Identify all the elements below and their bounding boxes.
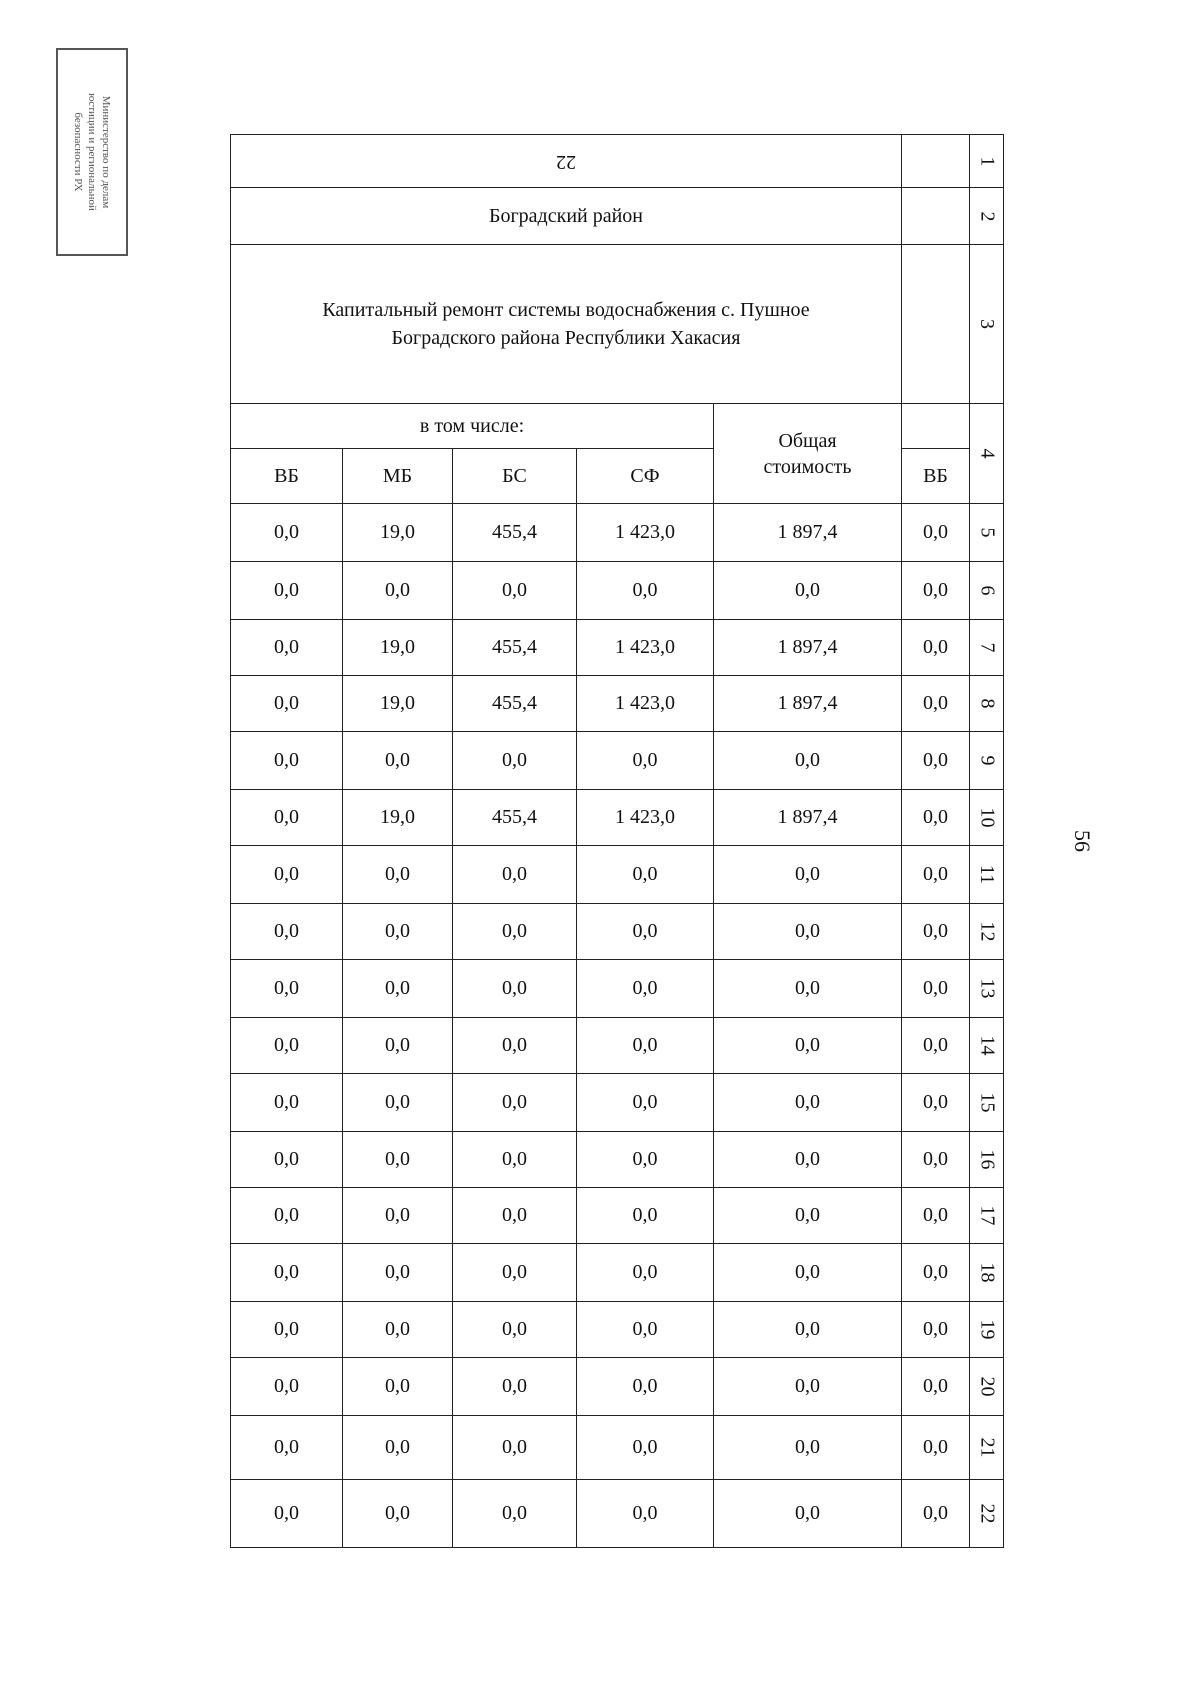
cell-vb: 0,0 <box>231 846 343 904</box>
cell-sf: 0,0 <box>577 1358 714 1416</box>
cell-vb2: 0,0 <box>902 1074 970 1132</box>
table-row <box>231 245 1004 404</box>
row-number-cell <box>970 1132 1004 1188</box>
cell-vb2: 0,0 <box>902 846 970 904</box>
row1-value-cell <box>231 135 902 188</box>
cell-mb: 19,0 <box>343 620 453 676</box>
empty-cell <box>902 135 970 188</box>
cell-vb2: 0,0 <box>902 1132 970 1188</box>
table-row <box>231 562 1004 620</box>
cell-bs: 0,0 <box>453 904 577 960</box>
row-number: 18 <box>976 1262 998 1283</box>
cell-total: 1 897,4 <box>714 676 902 732</box>
row-number: 17 <box>976 1205 998 1226</box>
column-header-sf: СФ <box>577 449 714 504</box>
cell-sf: 0,0 <box>577 1480 714 1548</box>
cell-vb2: 0,0 <box>902 1480 970 1548</box>
cell-sf: 0,0 <box>577 1188 714 1244</box>
column-header-bs: БС <box>453 449 577 504</box>
cell-total: 0,0 <box>714 1132 902 1188</box>
cell-mb: 19,0 <box>343 676 453 732</box>
cell-mb: 0,0 <box>343 562 453 620</box>
cell-bs: 455,4 <box>453 790 577 846</box>
table-row <box>231 188 1004 245</box>
cell-vb: 0,0 <box>231 562 343 620</box>
cell-vb: 0,0 <box>231 504 343 562</box>
row-number-cell <box>970 562 1004 620</box>
cell-vb2: 0,0 <box>902 504 970 562</box>
table-row <box>231 1074 1004 1132</box>
total-header: Общая стоимость <box>763 429 852 478</box>
cell-mb: 0,0 <box>343 1480 453 1548</box>
empty-cell <box>902 188 970 245</box>
row-number-cell <box>970 404 1004 504</box>
cell-bs: 0,0 <box>453 1358 577 1416</box>
table-row <box>231 904 1004 960</box>
row-number: 14 <box>976 1035 998 1056</box>
cell-mb: 0,0 <box>343 960 453 1018</box>
row-number: 22 <box>976 1503 998 1524</box>
cell-total: 0,0 <box>714 1074 902 1132</box>
cell-total: 1 897,4 <box>714 504 902 562</box>
cell-sf: 1 423,0 <box>577 676 714 732</box>
cell-vb2: 0,0 <box>902 904 970 960</box>
table-row <box>231 135 1004 188</box>
row-number-cell <box>970 1074 1004 1132</box>
cell-sf: 0,0 <box>577 562 714 620</box>
cell-bs: 0,0 <box>453 1074 577 1132</box>
cell-vb: 0,0 <box>231 620 343 676</box>
cell-bs: 0,0 <box>453 562 577 620</box>
cell-mb: 0,0 <box>343 1018 453 1074</box>
total-header-cell <box>714 404 902 504</box>
cell-sf: 0,0 <box>577 1132 714 1188</box>
row-number-cell <box>970 1416 1004 1480</box>
row-number: 21 <box>976 1437 998 1458</box>
cell-mb: 19,0 <box>343 790 453 846</box>
cell-bs: 455,4 <box>453 504 577 562</box>
district-cell: Боградский район <box>231 188 902 245</box>
table-row <box>231 732 1004 790</box>
cell-sf: 1 423,0 <box>577 620 714 676</box>
table-row <box>231 676 1004 732</box>
row-number: 12 <box>976 921 998 942</box>
cell-total: 0,0 <box>714 1018 902 1074</box>
row-number-cell <box>970 676 1004 732</box>
row-number-cell <box>970 245 1004 404</box>
row-number: 6 <box>976 585 998 596</box>
cell-vb: 0,0 <box>231 1358 343 1416</box>
cell-vb2: 0,0 <box>902 676 970 732</box>
cell-mb: 0,0 <box>343 1302 453 1358</box>
cell-vb: 0,0 <box>231 1244 343 1302</box>
row1-value: 22 <box>556 150 576 173</box>
cell-total: 0,0 <box>714 846 902 904</box>
cell-vb: 0,0 <box>231 1188 343 1244</box>
budget-table <box>230 134 1004 1548</box>
cell-mb: 0,0 <box>343 1188 453 1244</box>
cell-total: 1 897,4 <box>714 620 902 676</box>
project-name: Капитальный ремонт системы водоснабжения с. Пушное Боградского района Республики Хакасия <box>322 299 810 349</box>
table-row <box>231 620 1004 676</box>
stamp-line-1: Министерство по делам <box>100 95 112 209</box>
cell-vb2: 0,0 <box>902 562 970 620</box>
cell-sf: 0,0 <box>577 846 714 904</box>
cell-vb2: 0,0 <box>902 960 970 1018</box>
cell-sf: 0,0 <box>577 1018 714 1074</box>
row-number-cell <box>970 1358 1004 1416</box>
cell-total: 0,0 <box>714 1358 902 1416</box>
cell-bs: 455,4 <box>453 620 577 676</box>
cell-vb: 0,0 <box>231 904 343 960</box>
column-header-vb: ВБ <box>231 449 343 504</box>
row-number: 20 <box>976 1376 998 1397</box>
cell-total: 0,0 <box>714 1302 902 1358</box>
cell-bs: 0,0 <box>453 732 577 790</box>
cell-total: 0,0 <box>714 1480 902 1548</box>
row-number-cell <box>970 846 1004 904</box>
row-number-cell <box>970 1244 1004 1302</box>
cell-total: 0,0 <box>714 1188 902 1244</box>
row-number: 11 <box>975 864 998 885</box>
row-number-cell <box>970 188 1004 245</box>
row-number: 13 <box>976 978 998 999</box>
cell-vb2: 0,0 <box>902 1302 970 1358</box>
cell-vb: 0,0 <box>231 1132 343 1188</box>
cell-total: 0,0 <box>714 960 902 1018</box>
cell-sf: 0,0 <box>577 1074 714 1132</box>
row-number: 8 <box>976 698 998 709</box>
cell-mb: 0,0 <box>343 1074 453 1132</box>
table-row <box>231 1302 1004 1358</box>
cell-bs: 0,0 <box>453 1302 577 1358</box>
table-row <box>231 1132 1004 1188</box>
cell-vb2: 0,0 <box>902 1188 970 1244</box>
cell-bs: 0,0 <box>453 846 577 904</box>
table-row <box>231 1416 1004 1480</box>
row-number: 7 <box>976 642 998 653</box>
cell-bs: 0,0 <box>453 1480 577 1548</box>
row-number: 10 <box>976 807 998 828</box>
stamp-line-3: безопасности РХ <box>72 112 84 192</box>
cell-mb: 0,0 <box>343 1244 453 1302</box>
row-number-cell <box>970 732 1004 790</box>
table-row <box>231 1244 1004 1302</box>
table-row <box>231 846 1004 904</box>
cell-sf: 0,0 <box>577 1244 714 1302</box>
cell-total: 1 897,4 <box>714 790 902 846</box>
cell-total: 0,0 <box>714 904 902 960</box>
registration-stamp <box>56 48 128 256</box>
cell-total: 0,0 <box>714 732 902 790</box>
row-number-cell <box>970 960 1004 1018</box>
row-number: 3 <box>975 319 998 329</box>
row-number-cell <box>970 1480 1004 1548</box>
cell-sf: 1 423,0 <box>577 504 714 562</box>
cell-sf: 1 423,0 <box>577 790 714 846</box>
cell-total: 0,0 <box>714 1416 902 1480</box>
cell-bs: 455,4 <box>453 676 577 732</box>
data-rows <box>231 504 1004 1548</box>
cell-vb2: 0,0 <box>902 1416 970 1480</box>
row-number: 9 <box>976 755 998 766</box>
stamp-line-2: юстиции и региональной <box>86 93 98 211</box>
project-name-cell <box>231 245 902 404</box>
table-row <box>231 1480 1004 1548</box>
page-number: 56 <box>1070 830 1095 852</box>
cell-vb2: 0,0 <box>902 1358 970 1416</box>
table-row <box>231 790 1004 846</box>
cell-vb: 0,0 <box>231 960 343 1018</box>
table-row <box>231 504 1004 562</box>
table-row <box>231 960 1004 1018</box>
cell-sf: 0,0 <box>577 732 714 790</box>
cell-vb: 0,0 <box>231 790 343 846</box>
cell-mb: 0,0 <box>343 1358 453 1416</box>
cell-mb: 0,0 <box>343 1132 453 1188</box>
row-number: 2 <box>976 211 998 221</box>
cell-bs: 0,0 <box>453 1188 577 1244</box>
cell-vb: 0,0 <box>231 1074 343 1132</box>
cell-vb: 0,0 <box>231 1480 343 1548</box>
row-number: 5 <box>976 527 998 538</box>
column-header-vb2: ВБ <box>902 449 970 504</box>
cell-mb: 0,0 <box>343 732 453 790</box>
empty-cell <box>902 245 970 404</box>
row-number-cell <box>970 620 1004 676</box>
cell-vb: 0,0 <box>231 1018 343 1074</box>
cell-vb: 0,0 <box>231 1416 343 1480</box>
cell-vb2: 0,0 <box>902 1018 970 1074</box>
row-number-cell <box>970 135 1004 188</box>
cell-vb2: 0,0 <box>902 732 970 790</box>
cell-sf: 0,0 <box>577 1302 714 1358</box>
row-number-cell <box>970 904 1004 960</box>
table-row <box>231 1358 1004 1416</box>
table-row <box>231 1018 1004 1074</box>
table-row <box>231 1188 1004 1244</box>
cell-vb: 0,0 <box>231 1302 343 1358</box>
cell-vb2: 0,0 <box>902 620 970 676</box>
cell-mb: 19,0 <box>343 504 453 562</box>
cell-bs: 0,0 <box>453 1018 577 1074</box>
row-number: 1 <box>976 156 998 166</box>
cell-mb: 0,0 <box>343 1416 453 1480</box>
cell-mb: 0,0 <box>343 904 453 960</box>
cell-vb: 0,0 <box>231 732 343 790</box>
cell-bs: 0,0 <box>453 1244 577 1302</box>
cell-total: 0,0 <box>714 1244 902 1302</box>
row-number: 19 <box>976 1319 998 1340</box>
subheader-cell: в том числе: <box>231 404 714 449</box>
column-header-mb: МБ <box>343 449 453 504</box>
row-number-cell <box>970 504 1004 562</box>
cell-vb2: 0,0 <box>902 1244 970 1302</box>
cell-sf: 0,0 <box>577 1416 714 1480</box>
empty-cell <box>902 404 970 449</box>
row-number: 16 <box>976 1149 998 1170</box>
cell-mb: 0,0 <box>343 846 453 904</box>
row-number: 4 <box>976 448 998 459</box>
row-number-cell <box>970 1018 1004 1074</box>
cell-total: 0,0 <box>714 562 902 620</box>
stamp-text <box>71 52 113 252</box>
table-row <box>231 404 1004 449</box>
row-number-cell <box>970 790 1004 846</box>
row-number: 15 <box>976 1092 998 1113</box>
cell-bs: 0,0 <box>453 960 577 1018</box>
cell-sf: 0,0 <box>577 904 714 960</box>
cell-vb: 0,0 <box>231 676 343 732</box>
cell-bs: 0,0 <box>453 1132 577 1188</box>
cell-bs: 0,0 <box>453 1416 577 1480</box>
cell-vb2: 0,0 <box>902 790 970 846</box>
row-number-cell <box>970 1188 1004 1244</box>
row-number-cell <box>970 1302 1004 1358</box>
cell-sf: 0,0 <box>577 960 714 1018</box>
